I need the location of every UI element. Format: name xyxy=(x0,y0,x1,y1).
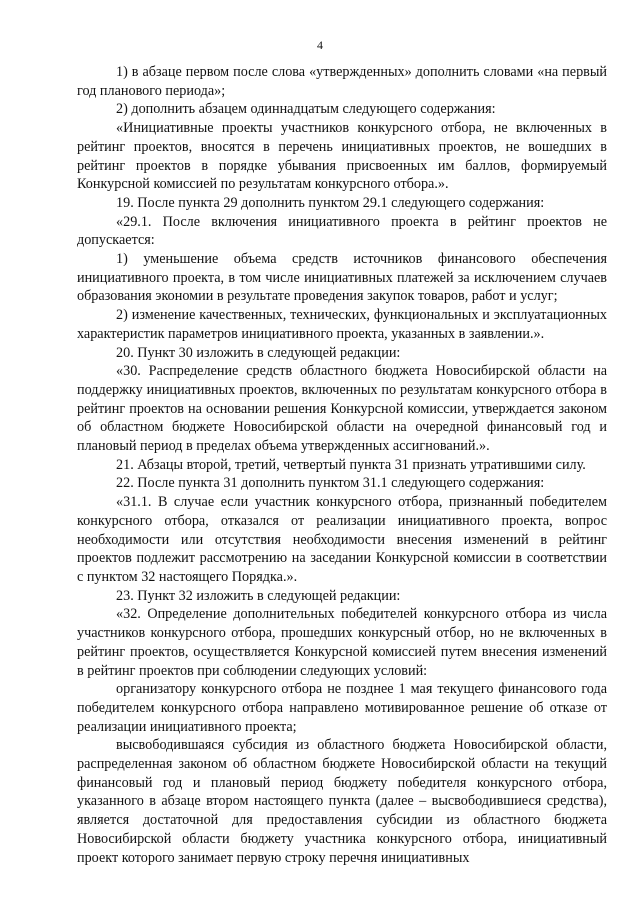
paragraph: 22. После пункта 31 дополнить пунктом 31.1 следующего содержания: xyxy=(116,475,545,492)
paragraph: «32. Определение дополнительных победителей конкурсного отбора из числа участников конкурсного отбора, прошедших конкурсный отбор, но не включенных в рейтинг проектов, осуществляется Конкурсной комиссией путем внесения изменений в рейтинг проектов при соблюдении следующих условий: xyxy=(77,606,607,679)
page-number: 4 xyxy=(317,38,323,52)
paragraph: 1) в абзаце первом после слова «утвержденных» дополнить словами «на первый год планового периода»; xyxy=(77,64,607,99)
paragraph: высвободившаяся субсидия из областного бюджета Новосибирской области, распределенная законом об областном бюджете Новосибирской области на текущий финансовый год и плановый период бюджету победителя конкурсного отбора, указанного в абзаце втором настоящего пункта (далее – высвободившиеся средства), является достаточной для предоставления субсидии из областного бюджета Новосибирской области бюджету участника конкурсного отбора, инициативный проект которого занимает первую строку перечня инициативных xyxy=(77,737,607,866)
paragraph: 19. После пункта 29 дополнить пунктом 29.1 следующего содержания: xyxy=(116,194,545,211)
paragraph: «31.1. В случае если участник конкурсного отбора, признанный победителем конкурсного отбора, отказался от реализации инициативного проекта, вопрос необходимости или отсутствия необходимости внесения изменений в рейтинг проектов подлежит рассмотрению на заседании Конкурсной комиссии в соответствии с пунктом 32 настоящего Порядка.». xyxy=(77,494,607,585)
paragraph: 23. Пункт 32 изложить в следующей редакции: xyxy=(116,587,401,604)
paragraph: 2) изменение качественных, технических, функциональных и эксплуатационных характеристик параметров инициативного проекта, указанных в заявлении.». xyxy=(77,307,607,342)
paragraph: «30. Распределение средств областного бюджета Новосибирской области на поддержку инициативных проектов, включенных по результатам конкурсного отбора в рейтинг проектов на основании решения Конкурсной комиссии, утверждается законом об областном бюджете Новосибирской области на очередной финансовый год и плановый период в пределах объема утвержденных ассигнований.». xyxy=(77,363,607,455)
document-body xyxy=(77,63,607,867)
paragraph: «Инициативные проекты участников конкурсного отбора, не включенных в рейтинг проектов, вносятся в перечень инициативных проектов, не вошедших в рейтинг проектов в порядке убывания присвоенных им баллов, формируемый Конкурсной комиссией по результатам конкурсного отбора.». xyxy=(77,120,607,193)
paragraph: «29.1. После включения инициативного проекта в рейтинг проектов не допускается: xyxy=(77,213,607,249)
paragraph: 2) дополнить абзацем одиннадцатым следующего содержания: xyxy=(116,101,496,118)
paragraph: 21. Абзацы второй, третий, четвертый пункта 31 признать утратившими силу. xyxy=(116,456,586,473)
paragraph: организатору конкурсного отбора не позднее 1 мая текущего финансового года победителем конкурсного отбора направлено мотивированное решение об отказе от реализации инициативного проекта; xyxy=(77,681,607,735)
paragraph: 20. Пункт 30 изложить в следующей редакции: xyxy=(116,344,401,361)
paragraph: 1) уменьшение объема средств источников финансового обеспечения инициативного проекта, в том числе инициативных платежей за исключением случаев образования экономии в результате проведения закупок товаров, работ и услуг; xyxy=(77,251,607,305)
